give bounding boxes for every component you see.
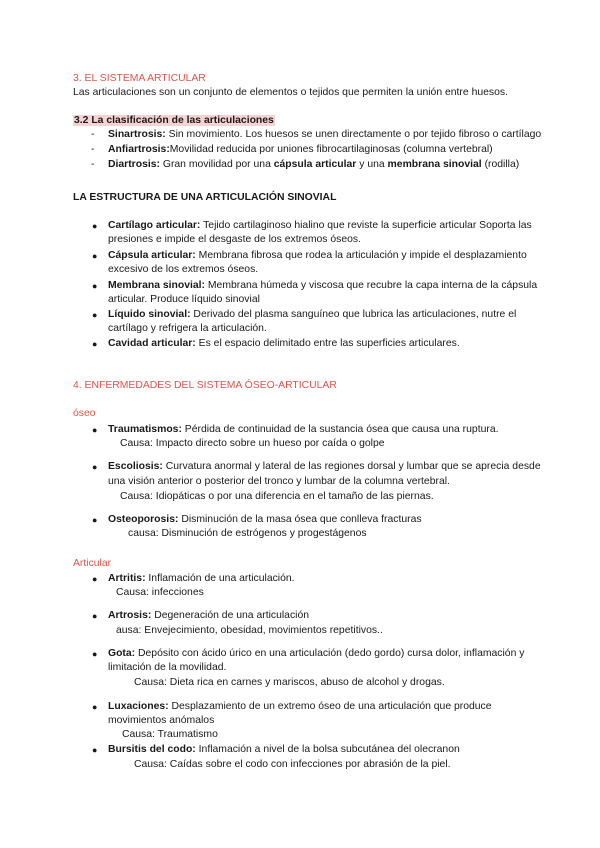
class-item-diartrosis xyxy=(108,158,519,172)
term: Cartílago articular: xyxy=(108,220,201,231)
class-item-anfiartrosis xyxy=(108,143,493,157)
term: Sinartrosis: xyxy=(108,129,166,140)
disease-item-line xyxy=(108,572,295,586)
definition-bold: membrana sinovial xyxy=(387,159,482,170)
structure-item-line xyxy=(108,308,516,322)
disease-cause: ausa: Envejecimiento, obesidad, movimientos repetitivos.. xyxy=(116,625,383,636)
disease-cause: Causa: Traumatismo xyxy=(122,729,218,740)
disease-item-line xyxy=(108,460,541,474)
definition: Degeneración de una articulación xyxy=(151,610,310,621)
bullet-icon: ● xyxy=(92,515,98,525)
term: Líquido sinovial: xyxy=(108,309,191,320)
disease-item-line xyxy=(108,423,498,437)
definition: Tejido cartilaginoso hialino que reviste la superficie articular Soporta las xyxy=(200,220,532,231)
disease-cause: causa: Disminución de estrógenos y progestágenos xyxy=(128,528,367,539)
bullet-icon: ● xyxy=(92,251,98,261)
disease-item-line xyxy=(108,743,460,757)
disease-item-line xyxy=(108,609,309,623)
definition: Disminución de la masa ósea que conlleva fracturas xyxy=(178,514,422,525)
bullet-icon: ● xyxy=(92,339,98,349)
term: Diartrosis: xyxy=(108,159,160,170)
structure-item-line: presiones e impide el desgaste de los extremos óseos. xyxy=(108,234,361,245)
bullet-icon: ● xyxy=(92,702,98,712)
structure-item-line: cartílago y refrigera la articulación. xyxy=(108,323,267,334)
definition: Es el espacio delimitado entre las superficies articulares. xyxy=(195,338,460,349)
term: Artrosis: xyxy=(108,610,152,621)
definition: Inflamación a nivel de la bolsa subcutánea del olecranon xyxy=(195,744,460,755)
term: Luxaciones: xyxy=(108,701,169,712)
oseo-label: óseo xyxy=(73,408,96,419)
dash-marker: - xyxy=(91,129,95,140)
term: Escoliosis: xyxy=(108,461,163,472)
bullet-icon: ● xyxy=(92,745,98,755)
term: Membrana sinovial: xyxy=(108,280,206,291)
section-3-title: 3. EL SISTEMA ARTICULAR xyxy=(73,73,206,84)
bullet-icon: ● xyxy=(92,462,98,472)
definition: Inflamación de una articulación. xyxy=(145,573,295,584)
subtitle-highlight: 3.2 La clasificación de las articulaciones xyxy=(74,115,274,126)
term: Bursitis del codo: xyxy=(108,744,196,755)
structure-item-line xyxy=(108,337,460,351)
structure-item-line: excesivo de los extremos óseos. xyxy=(108,264,259,275)
term: Gota: xyxy=(108,648,136,659)
bullet-icon: ● xyxy=(92,281,98,291)
definition-part: y una xyxy=(356,159,388,170)
bullet-icon: ● xyxy=(92,611,98,621)
classification-subtitle xyxy=(73,114,275,128)
structure-item-line xyxy=(108,219,532,233)
bullet-icon: ● xyxy=(92,425,98,435)
structure-item-line xyxy=(108,279,537,293)
definition: Pérdida de continuidad de la sustancia ósea que causa una ruptura. xyxy=(181,424,499,435)
definition-bold: cápsula articular xyxy=(273,159,357,170)
term: Anfiartrosis: xyxy=(108,144,170,155)
term: Cápsula articular: xyxy=(108,250,196,261)
definition-part: (rodilla) xyxy=(481,159,520,170)
term: Cavidad articular: xyxy=(108,338,196,349)
definition: Derivado del plasma sanguíneo que lubrica las articulaciones, nutre el xyxy=(190,309,517,320)
structure-item-line xyxy=(108,249,527,263)
definition: Movilidad reducida por uniones fibrocartilaginosas (columna vertebral) xyxy=(169,144,493,155)
disease-item-line: movimientos anómalos xyxy=(108,715,215,726)
disease-cause: Causa: infecciones xyxy=(116,587,204,598)
bullet-icon: ● xyxy=(92,310,98,320)
definition: Curvatura anormal y lateral de las regiones dorsal y lumbar que se aprecia desde xyxy=(162,461,541,472)
term: Osteoporosis: xyxy=(108,514,179,525)
definition-part: Gran movilidad por una xyxy=(159,159,274,170)
structure-item-line: articular. Produce líquido sinovial xyxy=(108,294,260,305)
structure-title: LA ESTRUCTURA DE UNA ARTICULACIÓN SINOVIAL xyxy=(73,192,337,203)
dash-marker: - xyxy=(91,144,95,155)
section-4-title: 4. ENFERMEDADES DEL SISTEMA ÓSEO-ARTICULAR xyxy=(73,380,337,391)
disease-cause: Causa: Caídas sobre el codo con infecciones por abrasión de la piel. xyxy=(134,759,451,770)
articular-label: Articular xyxy=(73,558,112,569)
disease-item-line xyxy=(108,700,492,714)
disease-item-line: una visión anterior o posterior del tronco y lumbar de la columna vertebral. xyxy=(108,476,450,487)
definition: Membrana fibrosa que rodea la articulación y impide el desplazamiento xyxy=(195,250,527,261)
disease-cause: Causa: Dieta rica en carnes y mariscos, abuso de alcohol y drogas. xyxy=(134,677,445,688)
term: Traumatismos: xyxy=(108,424,182,435)
definition: Depósito con ácido úrico en una articulación (dedo gordo) cursa dolor, inflamación y xyxy=(135,648,525,659)
bullet-icon: ● xyxy=(92,574,98,584)
disease-item-line xyxy=(108,647,524,661)
disease-cause: Causa: Idiopáticas o por una diferencia en el tamaño de las piernas. xyxy=(120,491,434,502)
section-3-intro: Las articulaciones son un conjunto de elementos o tejidos que permiten la unión entre huesos. xyxy=(73,87,508,98)
bullet-icon: ● xyxy=(92,221,98,231)
disease-item-line xyxy=(108,513,422,527)
class-item-sinartrosis xyxy=(108,128,541,142)
definition: Desplazamiento de un extremo óseo de una articulación que produce xyxy=(168,701,492,712)
term: Artritis: xyxy=(108,573,146,584)
disease-item-line: limitación de la movilidad. xyxy=(108,662,227,673)
definition: Sin movimiento. Los huesos se unen directamente o por tejido fibroso o cartílago xyxy=(165,129,542,140)
dash-marker: - xyxy=(91,159,95,170)
bullet-icon: ● xyxy=(92,649,98,659)
definition: Membrana húmeda y viscosa que recubre la capa interna de la cápsula xyxy=(205,280,538,291)
disease-cause: Causa: Impacto directo sobre un hueso por caída o golpe xyxy=(120,438,385,449)
